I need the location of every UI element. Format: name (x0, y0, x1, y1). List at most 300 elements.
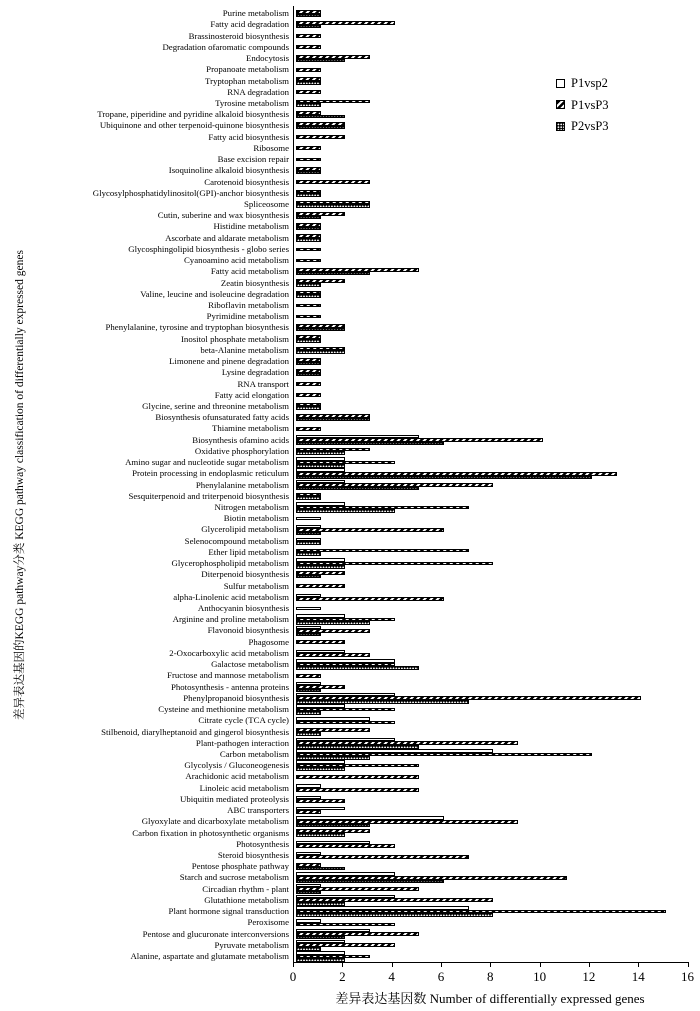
category-row (0, 98, 370, 109)
category-row (0, 367, 321, 378)
category-row (0, 423, 321, 434)
category-label: Linoleic acid metabolism (199, 782, 289, 793)
bar-group (296, 614, 395, 625)
category-label: Galactose metabolism (211, 659, 289, 670)
bar-group (296, 906, 666, 917)
category-row (0, 143, 321, 154)
category-label: Photosynthesis (236, 838, 289, 849)
bar-group (296, 674, 321, 678)
category-row (0, 255, 321, 266)
x-tick-label: 6 (437, 969, 445, 984)
bar-group (296, 760, 419, 771)
category-row (0, 412, 370, 423)
bar-group (296, 212, 345, 219)
bar-group (296, 234, 321, 241)
category-row (0, 300, 321, 311)
bar-group (296, 324, 345, 331)
category-row (0, 592, 444, 603)
bar-P2vsP3 (296, 350, 345, 354)
category-row (0, 614, 395, 625)
bar-P1vsP3 (296, 393, 321, 397)
bar-group (296, 502, 469, 513)
bar-group (296, 393, 321, 397)
category-row (0, 87, 321, 98)
bar-group (296, 358, 321, 365)
category-label: Glycolysis / Gluconeogenesis (184, 760, 289, 771)
category-row (0, 401, 321, 412)
bar-group (296, 784, 419, 791)
bar-P2vsP3 (296, 732, 321, 736)
category-label: Glycosylphosphatidylinositol(GPI)-anchor biosynthesis (92, 187, 289, 198)
bar-group (296, 682, 345, 693)
bar-group (296, 693, 641, 704)
category-label: Limonene and pinene degradation (169, 356, 289, 367)
category-label: Photosynthesis - antenna proteins (170, 681, 289, 692)
category-row (0, 659, 419, 670)
bar-group (296, 538, 321, 545)
category-row (0, 378, 321, 389)
category-row (0, 951, 370, 962)
category-label: Anthocyanin biosynthesis (197, 603, 289, 614)
bar-group (296, 90, 321, 94)
category-row (0, 457, 395, 468)
bar-P1vsP3 (296, 584, 345, 588)
bar-group (296, 607, 321, 611)
category-label: Histidine metabolism (213, 221, 289, 232)
bar-P1vsP3 (296, 68, 321, 72)
legend (556, 77, 609, 142)
bar-group (296, 291, 321, 298)
category-row (0, 176, 370, 187)
bar-group (296, 807, 345, 814)
bar-P1vsP3 (296, 427, 321, 431)
category-row (0, 928, 419, 939)
bar-group (296, 951, 370, 962)
category-label: Ubiquitin mediated proteolysis (180, 793, 289, 804)
category-label: Glycerophospholipid metabolism (171, 558, 289, 569)
bar-group (296, 884, 419, 895)
bar-P2vsP3 (296, 126, 345, 130)
category-row (0, 311, 321, 322)
category-row (0, 446, 370, 457)
category-row (0, 603, 321, 614)
category-label: Ubiquinone and other terpenoid-quinone biosynthesis (99, 120, 289, 131)
bar-group (296, 190, 321, 197)
bar-group (296, 122, 345, 129)
bar-group (296, 435, 543, 446)
category-row (0, 64, 321, 75)
category-row (0, 738, 518, 749)
legend-item-p1vsp2 (556, 77, 609, 90)
bar-group (296, 796, 345, 803)
category-label: Tryptophan metabolism (205, 75, 289, 86)
bar-group (296, 480, 493, 491)
bar-P2vsP3 (296, 418, 370, 422)
bar-P2vsP3 (296, 171, 321, 175)
bar-P2vsP3 (296, 272, 370, 276)
bar-group (296, 852, 469, 859)
category-row (0, 883, 419, 894)
bar-group (296, 77, 321, 84)
x-tick-label: 8 (487, 969, 494, 984)
category-label: Endocytosis (245, 53, 289, 64)
bar-group (296, 872, 567, 883)
category-label: Purine metabolism (222, 8, 289, 19)
category-label: Glycerolipid metabolism (201, 524, 289, 535)
bar-P1vsP3 (296, 180, 370, 184)
category-label: Phenylalanine, tyrosine and tryptophan biosynthesis (105, 322, 289, 333)
bar-P2vsP3 (296, 833, 345, 837)
bar-group (296, 68, 321, 72)
category-row (0, 513, 321, 524)
category-row (0, 715, 395, 726)
category-label: Stilbenoid, diarylheptanoid and gingerol biosynthesis (101, 726, 289, 737)
category-label: Biotin metabolism (223, 513, 289, 524)
x-tick-mark (392, 962, 393, 967)
category-label: Pyrimidine metabolism (206, 311, 289, 322)
bar-group (296, 640, 345, 644)
legend-label: P1vsP3 (571, 97, 609, 112)
category-label: RNA degradation (227, 86, 289, 97)
category-label: Spliceosome (244, 199, 289, 209)
x-tick-label: 4 (388, 969, 395, 984)
category-row (0, 726, 370, 737)
category-label: ABC transporters (227, 805, 289, 816)
category-row (0, 390, 321, 401)
x-tick-label: 10 (533, 969, 547, 984)
category-label: Glycosphingolipid biosynthesis - globo series (128, 243, 289, 254)
bar-group (296, 315, 321, 319)
category-row (0, 468, 617, 479)
legend-item-p1vsp3 (556, 99, 609, 112)
x-tick-mark (342, 962, 343, 967)
bar-P2vsP3 (296, 451, 345, 455)
category-label: Glycine, serine and threonine metabolism (142, 401, 289, 412)
bar-P2vsP3 (296, 552, 321, 556)
x-tick-mark (589, 962, 590, 967)
bar-P1vsP3 (296, 799, 345, 803)
category-row (0, 491, 321, 502)
bar-group (296, 10, 321, 17)
y-axis-line (293, 6, 294, 963)
legend-item-p2vsp3 (556, 120, 609, 133)
category-label: Arginine and proline metabolism (172, 614, 289, 625)
category-label: Glyoxylate and dicarboxylate metabolism (141, 816, 289, 827)
bar-group (296, 304, 321, 308)
category-label: Citrate cycle (TCA cycle) (198, 715, 289, 726)
x-tick-mark (293, 962, 294, 967)
bar-group (296, 863, 345, 870)
category-row (0, 165, 321, 176)
bar-group (296, 158, 321, 162)
bar-P1vsP3 (296, 248, 321, 252)
bar-group (296, 525, 444, 536)
bar-P1vsP3 (296, 640, 345, 644)
category-row (0, 558, 493, 569)
category-label: alpha-Linolenic acid metabolism (173, 591, 289, 602)
category-label: Oxidative phosphorylation (194, 445, 289, 456)
bar-group (296, 468, 617, 479)
category-label: Valine, leucine and isoleucine degradation (140, 288, 289, 299)
category-row (0, 895, 493, 906)
category-label: Degradation ofaromatic compounds (162, 41, 289, 52)
category-label: Thiamine metabolism (212, 423, 289, 434)
bar-P1vsP3 (296, 382, 321, 386)
bar-P1vsP3 (296, 653, 370, 657)
bar-group (296, 571, 345, 578)
category-label: Tropane, piperidine and pyridine alkaloid biosynthesis (97, 109, 289, 120)
bar-group (296, 775, 419, 779)
category-row (0, 479, 493, 490)
category-row (0, 670, 321, 681)
category-label: Carbon fixation in photosynthetic organisms (132, 827, 289, 838)
category-row (0, 221, 321, 232)
bar-P1vsP3 (296, 788, 419, 792)
bar-group (296, 919, 395, 926)
category-row (0, 42, 321, 53)
category-label: Carbon metabolism (219, 748, 289, 759)
category-label: Zeatin biosynthesis (220, 277, 289, 288)
bar-group (296, 659, 419, 670)
bar-P1vsp2 (296, 607, 321, 611)
bar-P2vsP3 (296, 496, 321, 500)
y-axis-title: 差异表达基因的KEGG pathway分类 KEGG pathway classification of differentially expressed genes (14, 250, 26, 720)
category-row (0, 872, 567, 883)
bar-group (296, 382, 321, 386)
bar-group (296, 259, 321, 263)
bar-group (296, 201, 370, 208)
bar-group (296, 493, 321, 500)
category-row (0, 244, 321, 255)
bar-P1vsP3 (296, 315, 321, 319)
bar-group (296, 21, 395, 28)
x-axis-title: 差异表达基因数 Number of differentially expressed genes (335, 991, 645, 1006)
category-row (0, 154, 321, 165)
category-label: Alanine, aspartate and glutamate metabolism (130, 950, 289, 961)
bar-group (296, 816, 518, 827)
category-label: Phenylalanine metabolism (195, 479, 289, 490)
bar-P2vsP3 (296, 541, 321, 545)
category-label: Nitrogen metabolism (214, 502, 289, 513)
x-tick-label: 0 (289, 969, 297, 984)
bar-P2vsP3 (296, 193, 321, 197)
bar-group (296, 268, 419, 275)
category-label: Propanoate metabolism (206, 64, 289, 75)
category-label: Glutathione metabolism (204, 894, 289, 905)
category-label: Cyanoamino acid metabolism (183, 255, 289, 266)
category-row (0, 19, 395, 30)
category-row (0, 266, 419, 277)
bar-group (296, 704, 395, 715)
category-label: RNA transport (237, 378, 289, 389)
bar-P2vsP3 (296, 294, 321, 298)
x-tick-label: 2 (339, 969, 346, 984)
category-row (0, 625, 370, 636)
category-row (0, 749, 592, 760)
category-row (0, 53, 370, 64)
category-row (0, 827, 370, 838)
bar-group (296, 427, 321, 431)
category-label: Sesquiterpenoid and triterpenoid biosynthesis (128, 490, 289, 501)
bar-group (296, 335, 321, 342)
category-label: beta-Alanine metabolism (200, 344, 289, 355)
legend-label: P2vsP3 (571, 119, 609, 133)
bar-group (296, 414, 370, 421)
bar-P1vsP3 (296, 549, 469, 553)
category-label: Fatty acid biosynthesis (208, 131, 289, 142)
category-label: Phenylpropanoid biosynthesis (183, 692, 289, 703)
category-label: Selenocompound metabolism (184, 535, 289, 546)
category-row (0, 333, 321, 344)
category-row (0, 850, 469, 861)
x-tick-label: 12 (582, 969, 596, 984)
category-label: Inositol phosphate metabolism (181, 333, 289, 344)
x-tick-mark (490, 962, 491, 967)
bar-group (296, 749, 592, 760)
bar-group (296, 584, 345, 588)
bar-P2vsP3 (296, 81, 321, 85)
bar-P1vsP3 (296, 304, 321, 308)
category-label: Fatty acid metabolism (210, 266, 289, 277)
bar-P2vsP3 (296, 59, 345, 63)
category-label: Starch and sucrose metabolism (179, 872, 289, 883)
bar-P1vsP3 (296, 90, 321, 94)
category-label: Sulfur metabolism (223, 580, 289, 591)
bar-P1vsP3 (296, 674, 321, 678)
bar-P2vsP3 (296, 283, 321, 287)
category-row (0, 940, 395, 951)
bar-P2vsP3 (296, 103, 321, 107)
category-row (0, 524, 444, 535)
bar-P2vsP3 (296, 867, 345, 871)
category-label: Protein processing in endoplasmic reticulum (132, 468, 289, 479)
bar-group (296, 841, 395, 848)
category-label: Steroid biosynthesis (217, 849, 289, 860)
bar-P2vsP3 (296, 216, 321, 220)
bar-group (296, 403, 321, 410)
category-label: Lysine degradation (221, 367, 289, 378)
category-row (0, 760, 419, 771)
category-label: Base excision repair (217, 154, 289, 165)
bar-group (296, 167, 321, 174)
category-row (0, 536, 321, 547)
bar-group (296, 929, 419, 940)
bar-P2vsP3 (296, 575, 321, 579)
category-label: Plant-pathogen interaction (195, 737, 289, 748)
category-row (0, 356, 321, 367)
category-row (0, 816, 518, 827)
category-label: Brassinosteroid biosynthesis (188, 30, 289, 41)
bar-group (296, 34, 321, 38)
bar-group (296, 517, 321, 521)
bar-group (296, 223, 321, 230)
bar-P1vsP3 (296, 45, 321, 49)
bar-group (296, 135, 345, 139)
bar-P2vsP3 (296, 373, 321, 377)
bar-P1vsP3 (296, 34, 321, 38)
bar-group (296, 146, 321, 150)
category-label: Cutin, suberine and wax biosynthesis (157, 210, 289, 221)
bar-P2vsP3 (296, 406, 321, 410)
bar-P1vsP3 (296, 721, 395, 725)
bar-group (296, 650, 370, 657)
category-label: Fatty acid elongation (214, 389, 289, 400)
category-label: Isoquinoline alkaloid biosynthesis (168, 165, 289, 176)
bar-group (296, 279, 345, 286)
category-label: Pentose phosphate pathway (191, 861, 289, 872)
bar-P1vsP3 (296, 775, 419, 779)
category-label: Ribosome (253, 142, 289, 153)
bar-group (296, 111, 345, 118)
bar-group (296, 940, 395, 951)
bar-P1vsp2 (296, 517, 321, 521)
bar-P2vsP3 (296, 339, 321, 343)
category-label: Carotenoid biosynthesis (204, 176, 289, 187)
category-row (0, 839, 395, 850)
bar-P2vsP3 (296, 328, 345, 332)
bar-P2vsP3 (296, 115, 345, 119)
x-tick-label: 16 (681, 969, 694, 984)
bar-group (296, 369, 321, 376)
category-label: Ether lipid metabolism (208, 546, 289, 557)
category-label: Flavonoid biosynthesis (207, 625, 289, 636)
bar-P2vsP3 (296, 204, 370, 208)
bar-group (296, 45, 321, 49)
bar-group (296, 728, 370, 735)
category-label: Ascorbate and aldarate metabolism (165, 232, 289, 243)
category-label: Biosynthesis ofamino acids (192, 434, 289, 445)
category-row (0, 547, 469, 558)
bar-P1vsP3 (296, 146, 321, 150)
category-row (0, 648, 370, 659)
category-row (0, 434, 543, 445)
bar-P1vsP3 (296, 259, 321, 263)
category-label: Cysteine and methionine metabolism (158, 704, 289, 715)
category-label: Biosynthesis ofunsaturated fatty acids (155, 412, 289, 423)
bar-group (296, 448, 370, 455)
bar-group (296, 100, 370, 107)
legend-marker-hatch-icon (556, 100, 565, 109)
bar-group (296, 248, 321, 252)
bar-group (296, 717, 395, 724)
legend-marker-white-icon (556, 79, 565, 88)
category-label: Amino sugar and nucleotide sugar metabolism (125, 457, 289, 468)
bar-group (296, 594, 444, 601)
x-tick-label: 14 (631, 969, 645, 984)
category-label: Pentose and glucuronate interconversions (142, 928, 289, 939)
category-row (0, 906, 666, 917)
bar-P1vsP3 (296, 810, 321, 814)
bar-P1vsP3 (296, 597, 444, 601)
category-row (0, 188, 321, 199)
bar-group (296, 738, 518, 749)
bar-group (296, 55, 370, 62)
bar-group (296, 558, 493, 569)
category-label: Pyruvate metabolism (214, 939, 289, 950)
category-row (0, 502, 469, 513)
category-label: Fructose and mannose metabolism (167, 670, 289, 681)
bar-P2vsP3 (296, 227, 321, 231)
bar-P2vsP3 (296, 14, 321, 18)
x-tick-mark (540, 962, 541, 967)
bar-group (296, 895, 493, 906)
category-row (0, 30, 321, 41)
category-label: Circadian rhythm - plant (202, 883, 289, 894)
category-label: Riboflavin metabolism (208, 300, 289, 310)
category-row (0, 704, 395, 715)
bar-group (296, 549, 469, 556)
category-row (0, 8, 321, 19)
